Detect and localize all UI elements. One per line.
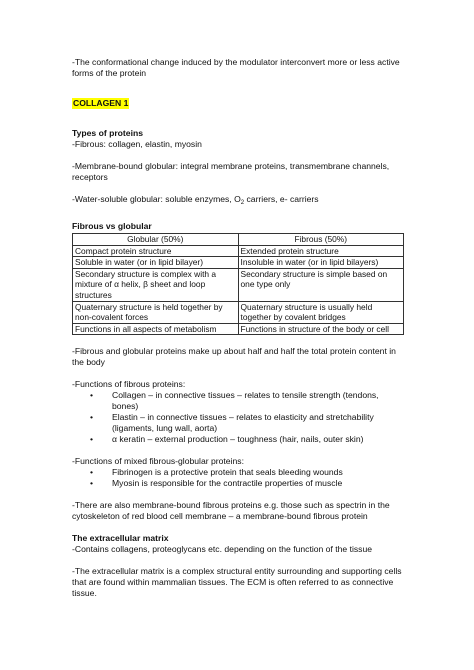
list-item: • Fibrinogen is a protective protein that seals bleeding wounds [112,467,404,478]
table-cell: Secondary structure is simple based on one type only [238,268,404,301]
table-cell: Soluble in water (or in lipid bilayer) [73,257,239,269]
section-title: COLLAGEN 1 [73,98,129,108]
types-fibrous: -Fibrous: collagen, elastin, myosin [72,139,202,149]
types-water-soluble [72,194,404,205]
table-cell: Quaternary structure is held together by non-covalent forces [73,301,239,323]
table-row [73,268,404,301]
mixed-functions-list [72,467,404,489]
water-soluble-text-pre: -Water-soluble globular: soluble enzymes, O [72,194,241,204]
water-soluble-subscript: 2 [240,200,245,206]
table-cell: Quaternary structure is usually held together by covalent bridges [238,301,404,323]
list-item: • α keratin – external production – toughness (hair, nails, outer skin) [112,434,404,445]
list-item: • Collagen – in connective tissues – relates to tensile strength (tendons, bones) [112,390,404,412]
table-cell: Secondary structure is complex with a mixture of α helix, β sheet and loop structures [73,268,239,301]
table-cell: Compact protein structure [73,245,239,257]
list-item: • Myosin is responsible for the contractile properties of muscle [112,478,404,489]
types-heading: Types of proteins [72,128,143,138]
table-cell: Functions in all aspects of metabolism [73,323,239,335]
ecm-line-1: -Contains collagens, proteoglycans etc. depending on the function of the tissue [72,544,373,555]
table-row [73,323,404,335]
water-soluble-text-post: carriers, e- carriers [244,194,319,204]
membrane-bound-paragraph: -There are also membrane-bound fibrous proteins e.g. those such as spectrin in the cytoskeleton of red blood cell membrane – a membrane-bound fibrous protein [72,500,390,522]
document-page [72,57,404,599]
ecm-heading: The extracellular matrix [72,533,169,544]
ecm-line-2: -The extracellular matrix is a complex structural entity surrounding and supporting cells that are found within mammalian tissues. The ECM is often referred to as connective tissue. [72,566,402,599]
list-item: • Elastin – in connective tissues – relates to elasticity and stretchability (ligaments, lung wall, aorta) [112,412,404,434]
table-row [73,257,404,269]
half-paragraph: -Fibrous and globular proteins make up about half and half the total protein content in the body [72,346,396,368]
table-row [73,301,404,323]
table-cell: Insoluble in water (or in lipid bilayers) [238,257,404,269]
fibrous-functions-list [72,390,404,445]
table-header-fibrous: Fibrous (50%) [238,234,404,246]
table-header-globular: Globular (50%) [73,234,239,246]
table-cell: Functions in structure of the body or cell [238,323,404,335]
mixed-functions-heading: -Functions of mixed fibrous-globular proteins: [72,456,244,467]
types-membrane: -Membrane-bound globular: integral membrane proteins, transmembrane channels, receptors [72,161,390,182]
table-row [73,245,404,257]
section-title-row [72,98,404,109]
fibrous-functions-heading: -Functions of fibrous proteins: [72,379,186,390]
intro-paragraph: -The conformational change induced by the modulator interconvert more or less active forms of the protein [72,57,400,78]
fibrous-globular-table [72,233,404,335]
table-cell: Extended protein structure [238,245,404,257]
table-header-row [73,234,404,246]
fvg-heading: Fibrous vs globular [72,221,152,231]
